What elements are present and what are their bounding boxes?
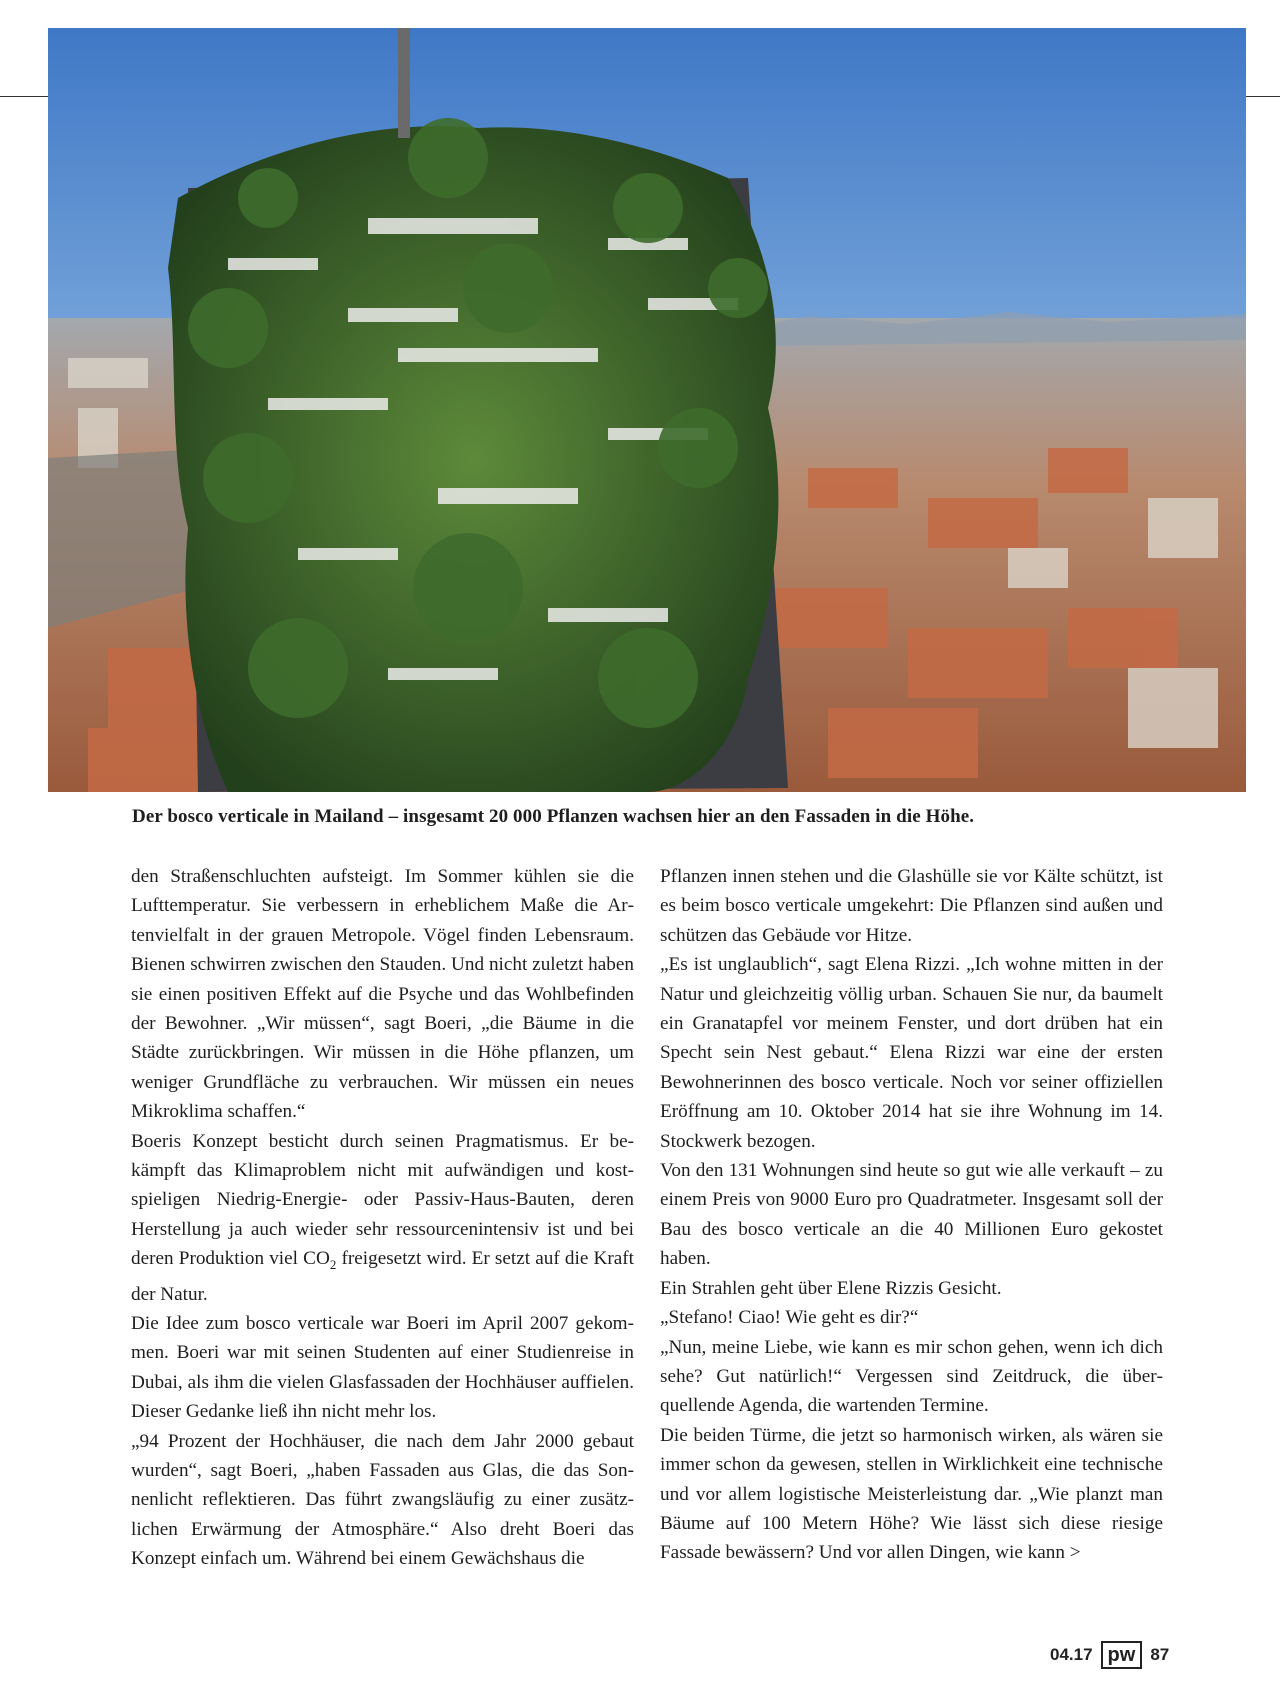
paragraph: Die Idee zum bosco verticale war Boeri im April 2007 gekommen. Boeri war mit seinen Studenten auf einer Studienreise in Dubai, als ihm die vielen Glasfassaden der Hochhäuser auffielen. Dieser Gedanke ließ ihn nicht mehr los.	[131, 1312, 634, 1423]
paragraph: „Stefano! Ciao! Wie geht es dir?“	[660, 1307, 919, 1329]
header-rule-left	[0, 96, 48, 97]
paragraph: „94 Prozent der Hochhäuser, die nach dem Jahr 2000 gebaut wurden“, sagt Boeri, „haben Fassaden aus Glas, die das Sonnenlicht reflektieren. Das führt zwangsläufig zu einer zusätzlichen Erwärmung der Atmosphäre.“ Also dreht Boeri das Konzept einfach um. Während bei einem Gewächshaus die	[131, 1430, 634, 1570]
photo-caption: Der bosco verticale in Mailand – insgesamt 20 000 Pflanzen wachsen hier an den Fassaden in die Höhe.	[132, 806, 975, 827]
magazine-logo: pw	[1101, 1641, 1143, 1669]
paragraph: den Straßenschluchten aufsteigt. Im Sommer kühlen sie die Lufttemperatur. Sie verbessern in erheblichem Maße die Artenvielfalt in der grauen Metropole. Vögel finden Lebensraum. Bienen schwirren zwischen den Stauden. Und nicht zuletzt haben sie einen positiven Effekt auf die Psyche und das Wohlbefinden der Bewohner. „Wir müssen“, sagt Boeri, „die Bäume in die Städte zurückbringen. Wir müssen in die Höhe pflanzen, um weniger Grundfläche zu verbrauchen. Wir müssen ein neues Mikroklima schaffen.“	[131, 866, 634, 1123]
text-column-right	[660, 862, 1163, 1568]
paragraph: Boeris Konzept besticht durch seinen Pragmatismus. Er bekämpft das Klimaproblem nicht mit aufwändigen und kostspieligen Niedrig-Energie- oder Passiv-Haus-Bauten, deren Herstellung ja auch wieder sehr ressourcenintensiv ist und bei deren Produktion viel $CO_2$ freigesetzt wird. Er setzt auf die Kraft der Natur.	[131, 1130, 634, 1305]
paragraph: „Nun, meine Liebe, wie kann es mir schon gehen, wenn ich dich sehe? Gut natürlich!“ Vergessen sind Zeitdruck, die überquellende Agenda, die wartenden Termine.	[660, 1336, 1163, 1417]
paragraph: „Es ist unglaublich“, sagt Elena Rizzi. „Ich wohne mitten in der Natur und gleichzeitig völlig urban. Schauen Sie nur, da baumelt ein Granatapfel vor meinem Fenster, und dort drüben hat ein Specht sein Nest gebaut.“ Elena Rizzi war eine der ersten Bewohnerinnen des bosco verticale. Noch vor seiner offiziellen Eröffnung am 10. Oktober 2014 hat sie ihre Wohnung im 14. Stockwerk bezogen.	[660, 954, 1163, 1152]
issue-number: 04.17	[1050, 1645, 1093, 1664]
paragraph: Die beiden Türme, die jetzt so harmonisch wirken, als wären sie immer schon da gewesen, stellen in Wirklichkeit eine technische und vor allem logistische Meisterleistung dar. „Wie planzt man Bäume auf 100 Metern Höhe? Wie lässt sich diese riesige Fassade bewässern? Und vor allen Dingen, wie kann >	[660, 1424, 1163, 1564]
header-rule-right	[1246, 96, 1280, 97]
text-column-left	[131, 862, 634, 1574]
paragraph: Ein Strahlen geht über Elene Rizzis Gesicht.	[660, 1277, 1002, 1299]
paragraph: Von den 131 Wohnungen sind heute so gut wie alle verkauft – zu einem Preis von 9000 Euro pro Quadratmeter. Insgesamt soll der Bau des bosco verticale an die 40 Millionen Euro gekostet haben.	[660, 1160, 1163, 1270]
paragraph: Pflanzen innen stehen und die Glashülle sie vor Kälte schützt, ist es beim bosco verticale umgekehrt: Die Pflanzen sind außen und schützen das Gebäude vor Hitze.	[660, 866, 1163, 946]
page-number: 87	[1150, 1645, 1170, 1664]
page-footer	[1050, 1640, 1169, 1670]
photo-bosco-verticale	[48, 28, 1246, 792]
